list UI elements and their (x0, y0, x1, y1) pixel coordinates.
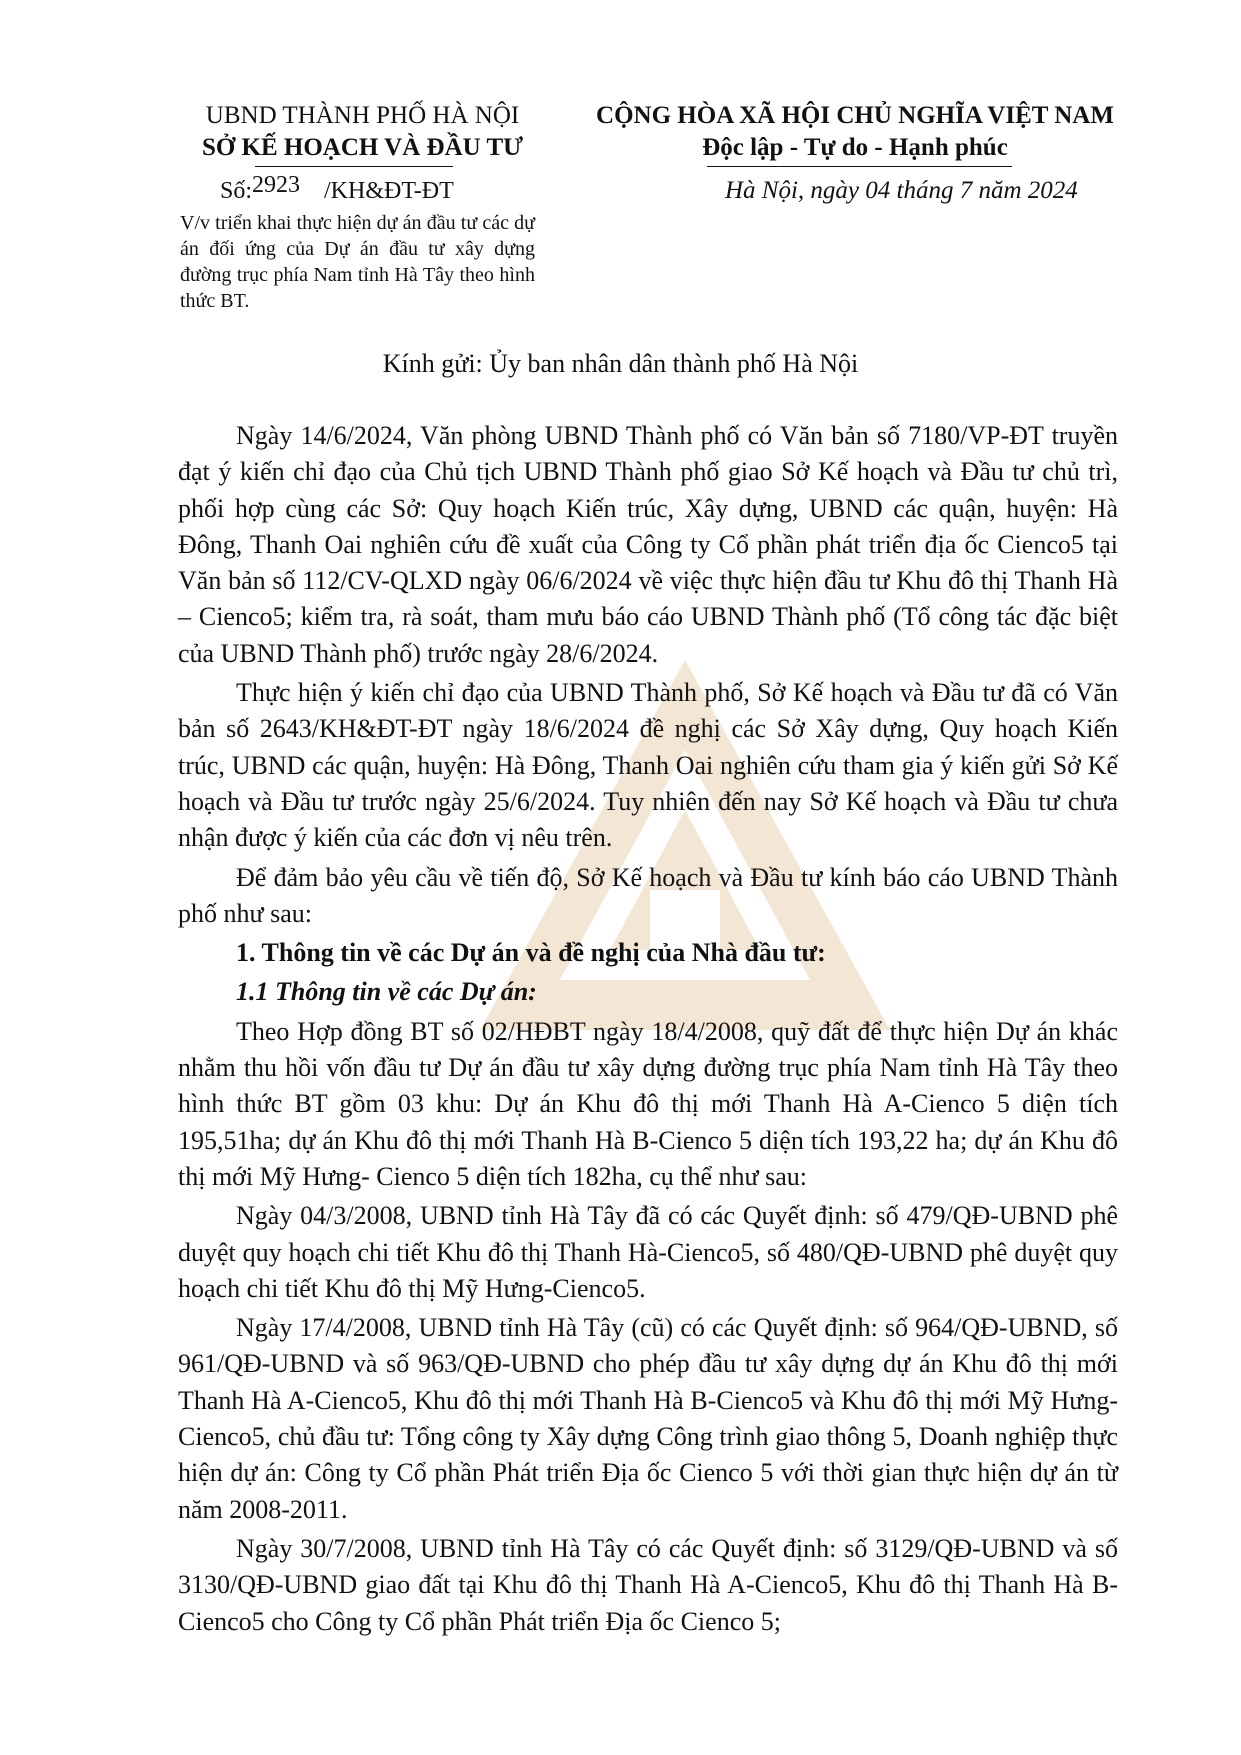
document-number-suffix: /KH&ĐT-ĐT (324, 178, 454, 204)
authority-line-2: SỞ KẾ HOẠCH VÀ ĐẦU TƯ (201, 134, 524, 161)
national-title: CỘNG HÒA XÃ HỘI CHỦ NGHĨA VIỆT NAM (596, 102, 1114, 129)
document-number-prefix: Số: (220, 178, 253, 204)
issuing-authority (165, 100, 560, 164)
subsection-heading: 1.1 Thông tin về các Dự án: (236, 977, 537, 1007)
body-paragraph: Ngày 17/4/2008, UBND tỉnh Hà Tây (cũ) có các Quyết định: số 964/QĐ-UBND, số 961/QĐ-UBND và số 963/QĐ-UBND cho phép đầu tư xây dựng dự án Khu đô thị mới Thanh Hà A-Cienco5, Khu đô thị mới Thanh Hà B-Cienco5 và Khu đô thị mới Mỹ Hưng-Cienco5, chủ đầu tư: Tổng công ty Xây dựng Công trình giao thông 5, Doanh nghiệp thực hiện dự án: Công ty Cổ phần Phát triển Địa ốc Cienco 5 với thời gian thực hiện dự án từ năm 2008-2011. (178, 1313, 1118, 1524)
authority-underline (255, 166, 453, 167)
body-paragraph: Ngày 04/3/2008, UBND tỉnh Hà Tây đã có các Quyết định: số 479/QĐ-UBND phê duyệt quy hoạch chi tiết Khu đô thị Thanh Hà-Cienco5, số 480/QĐ-UBND phê duyệt quy hoạch chi tiết Khu đô thị Mỹ Hưng-Cienco5. (178, 1201, 1118, 1303)
document-date: Hà Nội, ngày 04 tháng 7 năm 2024 (725, 177, 1078, 204)
body-paragraph: Theo Hợp đồng BT số 02/HĐBT ngày 18/4/2008, quỹ đất để thực hiện Dự án khác nhằm thu hồi vốn đầu tư Dự án đầu tư xây dựng đường trục phía Nam tỉnh Hà Tây theo hình thức BT gồm 03 khu: Dự án Khu đô thị mới Thanh Hà A-Cienco 5 diện tích 195,51ha; dự án Khu đô thị mới Thanh Hà B-Cienco 5 diện tích 193,22 ha; dự án Khu đô thị mới Mỹ Hưng- Cienco 5 diện tích 182ha, cụ thể như sau: (178, 1016, 1118, 1191)
document-number-value: 2923 (252, 172, 301, 198)
section-heading: 1. Thông tin về các Dự án và đề nghị của Nhà đầu tư: (236, 938, 826, 968)
document-body (178, 418, 1118, 1643)
national-header (585, 100, 1125, 164)
body-paragraph: Ngày 14/6/2024, Văn phòng UBND Thành phố có Văn bản số 7180/VP-ĐT truyền đạt ý kiến chỉ đạo của Chủ tịch UBND Thành phố giao Sở Kế hoạch và Đầu tư chủ trì, phối hợp cùng các Sở: Quy hoạch Kiến trúc, Xây dựng, UBND các quận, huyện: Hà Đông, Thanh Oai nghiên cứu đề xuất của Công ty Cổ phần phát triển địa ốc Cienco5 tại Văn bản số 112/CV-QLXD ngày 06/6/2024 về việc thực hiện đầu tư Khu đô thị Thanh Hà – Cienco5; kiểm tra, rà soát, tham mưu báo cáo UBND Thành phố (Tổ công tác đặc biệt của UBND Thành phố) trước ngày 28/6/2024. (178, 421, 1118, 668)
body-paragraph: Ngày 30/7/2008, UBND tỉnh Hà Tây có các Quyết định: số 3129/QĐ-UBND và số 3130/QĐ-UBND giao đất tại Khu đô thị Thanh Hà A-Cienco5, Khu đô thị Thanh Hà B-Cienco5 cho Công ty Cổ phần Phát triển Địa ốc Cienco 5; (178, 1533, 1118, 1636)
motto-underline (707, 166, 1012, 167)
national-motto: Độc lập - Tự do - Hạnh phúc (702, 134, 1008, 161)
recipient-line: Kính gửi: Ủy ban nhân dân thành phố Hà Nội (382, 349, 859, 378)
authority-line-1: UBND THÀNH PHỐ HÀ NỘI (205, 102, 520, 129)
document-subject: V/v triển khai thực hiện dự án đầu tư các dự án đối ứng của Dự án đầu tư xây dựng đường trục phía Nam tỉnh Hà Tây theo hình thức BT. (180, 212, 535, 312)
body-paragraph: Thực hiện ý kiến chỉ đạo của UBND Thành phố, Sở Kế hoạch và Đầu tư đã có Văn bản số 2643/KH&ĐT-ĐT ngày 18/6/2024 đề nghị các Sở Xây dựng, Quy hoạch Kiến trúc, UBND các quận, huyện: Hà Đông, Thanh Oai nghiên cứu tham gia ý kiến gửi Sở Kế hoạch và Đầu tư trước ngày 25/6/2024. Tuy nhiên đến nay Sở Kế hoạch và Đầu tư chưa nhận được ý kiến của các đơn vị nêu trên. (178, 678, 1118, 853)
document-number (220, 172, 454, 206)
body-paragraph: Để đảm bảo yêu cầu về tiến độ, Sở Kế hoạch và Đầu tư kính báo cáo UBND Thành phố như sau: (178, 862, 1118, 928)
